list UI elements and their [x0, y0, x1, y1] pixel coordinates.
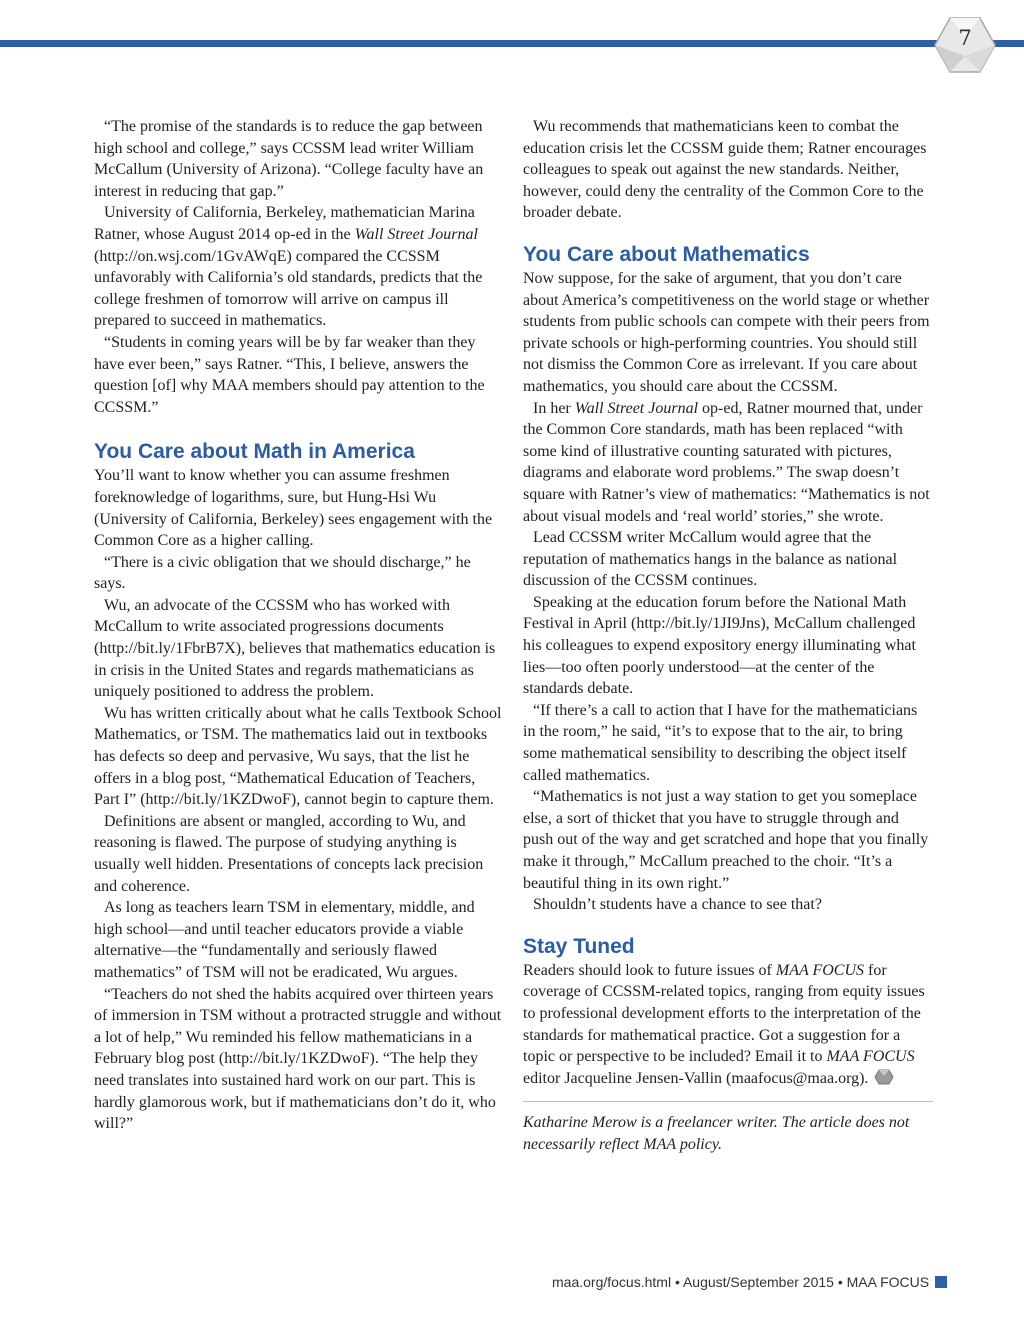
paragraph: You’ll want to know whether you can assume freshmen foreknowledge of logarithms, sure, but Hung-Hsi Wu (University of California, Berkeley) sees engagement with the Common Core as a higher calling. — [94, 467, 493, 550]
paragraph: “There is a civic obligation that we should discharge,” he says. — [94, 553, 471, 593]
author-byline: Katharine Merow is a freelancer writer. The article does not necessarily reflect MAA policy. — [523, 1114, 910, 1153]
page-number-badge — [934, 16, 996, 74]
paragraph: Readers should look to future issues of MAA FOCUS for coverage of CCSSM-related topics, ranging from equity issues to professional development efforts to the interpretation of the standards for mathematical practice. Got a suggestion for a topic or perspective to be included? Email it to MAA FOCUS editor Jacqueline Jensen-Vallin (maafocus@maa.org). — [523, 961, 925, 1087]
paragraph: Wu recommends that mathematicians keen to combat the education crisis let the CCSSM guide them; Ratner encourages colleagues to speak out against the new standards. Neither, however, could deny the centrality of the Common Core to the broader debate. — [523, 118, 927, 222]
paragraph: Speaking at the education forum before the National Math Festival in April (http://bit.ly/1JI9Jns), McCallum challenged his colleagues to expend expository energy illuminating what lies—too often poorly understood—at the center of the standards debate. — [523, 593, 916, 698]
section-heading: Stay Tuned — [523, 934, 635, 958]
end-mark-icon — [874, 1069, 894, 1085]
paragraph: As long as teachers learn TSM in elementary, middle, and high school—and until teacher educators provide a viable alternative—the “fundamentally and seriously flawed mathematics” of TSM will not be eradicated, Wu argues. — [94, 899, 475, 981]
paragraph: In her Wall Street Journal op-ed, Ratner mourned that, under the Common Core standards, math has been replaced “with some kind of illustrative counting saturated with pictures, diagrams and elaborate word problems.” The swap doesn’t square with Ratner’s view of mathematics: “Mathematics is not about visual models and ‘real world’ stories,” she wrote. — [523, 399, 930, 525]
paragraph: Wu has written critically about what he calls Textbook School Mathematics, or TSM. The mathematics laid out in textbooks has defects so deep and pervasive, Wu says, that the list he offers in a blog post, “Mathematical Education of Teachers, Part I” (http://bit.ly/1KZDwoF), cannot begin to capture them. — [94, 704, 502, 809]
section-heading: You Care about Mathematics — [523, 242, 810, 266]
page-number: 7 — [958, 26, 972, 50]
paragraph: Shouldn’t students have a chance to see that? — [533, 896, 822, 914]
paragraph: “Teachers do not shed the habits acquired over thirteen years of immersion in TSM without a protracted struggle and without a lot of help,” Wu reminded his fellow mathematicians in a February blog post (http://bit.ly/1KZDwoF). “The help they need translates into sustained hard work on our part. This is hardly glamorous work, but if mathematicians don’t do it, who will?” — [94, 985, 502, 1133]
paragraph: Wu, an advocate of the CCSSM who has worked with McCallum to write associated progressions documents (http://bit.ly/1FbrB7X), believes that mathematics education is in crisis in the United States and regards mathematicians as uniquely positioned to address the problem. — [94, 596, 496, 701]
left-column — [94, 116, 504, 1135]
right-column — [523, 116, 933, 1156]
footer-text: maa.org/focus.html • August/September 2015 • MAA FOCUS — [552, 1274, 930, 1290]
paragraph: “Students in coming years will be by far weaker than they have ever been,” says Ratner. “This, I believe, answers the question [of] why MAA members should pay attention to the CCSSM.” — [94, 333, 485, 416]
paragraph: Lead CCSSM writer McCallum would agree that the reputation of mathematics hangs in the balance as national discussion of the CCSSM continues. — [523, 529, 898, 590]
paragraph: “The promise of the standards is to reduce the gap between high school and college,” says CCSSM lead writer William McCallum (University of Arizona). “College faculty have an interest in reducing that gap.” — [94, 118, 484, 200]
paragraph: Definitions are absent or mangled, according to Wu, and reasoning is flawed. The purpose of studying anything is usually well hidden. Presentations of concepts lack precision and coherence. — [94, 812, 484, 895]
paragraph: University of California, Berkeley, mathematician Marina Ratner, whose August 2014 op-ed in the Wall Street Journal (http://on.wsj.com/1GvAWqE) compared the CCSSM unfavorably with California’s old standards, predicts that the college freshmen of tomorrow will arrive on campus ill prepared to succeed in mathematics. — [94, 204, 483, 330]
divider — [523, 1101, 933, 1102]
paragraph: “If there’s a call to action that I have for the mathematicians in the room,” he said, “it’s to expose that to the air, to bring some mathematical sensibility to describing the object itself called mathematics. — [523, 701, 918, 784]
footer-square-icon — [935, 1276, 947, 1288]
page-footer — [552, 1274, 992, 1294]
paragraph: “Mathematics is not just a way station to get you someplace else, a sort of thicket that you have to struggle through and push out of the way and get scratched and hope that you finally make it through,” McCallum preached to the choir. “It’s a beautiful thing in its own right.” — [523, 788, 929, 892]
paragraph: Now suppose, for the sake of argument, that you don’t care about America’s competitiveness on the world stage or whether students from public schools can compete with their peers from private schools or high-performing countries. You should still not dismiss the Common Core as irrelevant. If you care about mathematics, you should care about the CCSSM. — [523, 269, 930, 395]
section-heading: You Care about Math in America — [94, 440, 415, 464]
header-rule — [0, 40, 1024, 47]
